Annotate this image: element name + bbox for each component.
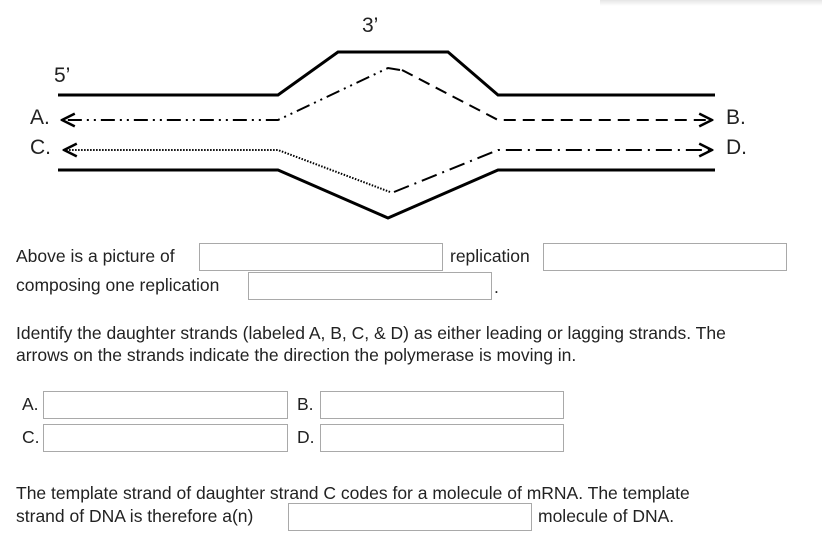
top-parental-strand	[58, 52, 715, 95]
strand-d-answer-input[interactable]	[320, 424, 564, 452]
bottom-parental-strand	[58, 170, 715, 218]
template-question-line-1: The template strand of daughter strand C codes for a molecule of mRNA. The template	[16, 483, 690, 503]
sentence-composing: composing one replication	[16, 275, 220, 295]
replication-unit-input[interactable]	[248, 272, 492, 300]
sentence-above-is: Above is a picture of	[16, 246, 175, 266]
sentence-replication: replication	[450, 246, 530, 266]
template-question-line-2-end: molecule of DNA.	[538, 506, 675, 526]
three-prime-label: 3’	[362, 14, 379, 37]
replication-structure-input[interactable]	[543, 243, 787, 271]
strand-c-answer-input[interactable]	[43, 424, 288, 452]
strand-b-answer-input[interactable]	[320, 391, 564, 419]
answer-b-label: B.	[297, 394, 314, 414]
answer-d-label: D.	[297, 427, 315, 447]
template-molecule-input[interactable]	[288, 503, 532, 531]
answer-a-label: A.	[22, 394, 39, 414]
strand-a-label: A.	[30, 106, 50, 129]
five-prime-label: 5’	[54, 64, 71, 87]
instructions-line-2: arrows on the strands indicate the direction the polymerase is moving in.	[16, 345, 577, 365]
answer-c-label: C.	[22, 427, 40, 447]
replication-bubble-diagram	[0, 0, 822, 230]
strand-c-label: C.	[30, 136, 51, 159]
strand-b-label: B.	[726, 106, 746, 129]
instructions-line-1: Identify the daughter strands (labeled A, B, C, & D) as either leading or lagging strands. The	[16, 323, 726, 343]
strand-d-label: D.	[726, 136, 747, 159]
strand-a-answer-input[interactable]	[43, 391, 288, 419]
template-question-line-2-start: strand of DNA is therefore a(n)	[16, 506, 254, 526]
replication-type-input[interactable]	[199, 243, 443, 271]
sentence-period: .	[494, 277, 499, 297]
